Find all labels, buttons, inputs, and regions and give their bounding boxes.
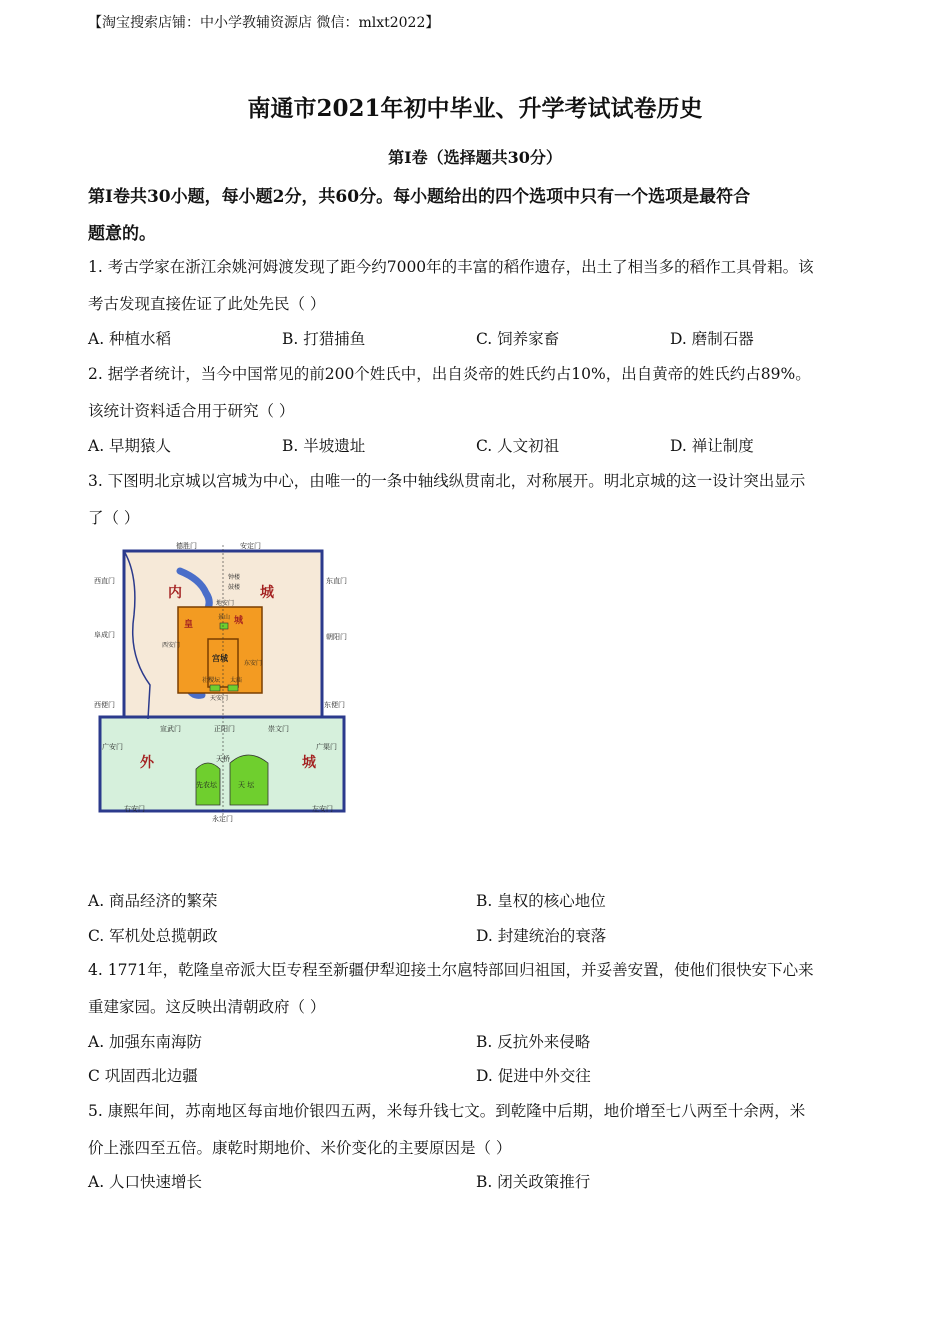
question-2-option-d: D. 禅让制度 [670,437,754,455]
label-tiananmen: 天安门 [210,695,229,702]
beijing-map-figure [88,535,356,823]
gate-yongdingmen: 永定门 [212,815,233,823]
imperial-city-label-1: 皇 [184,620,194,630]
question-1-option-c: C. 饲养家畜 [476,330,560,348]
header-note: 【淘宝搜索店铺：中小学教辅资源店 微信：mlxt2022】 [88,15,440,31]
question-2-stem-line-2: 该统计资料适合用于研究（ ） [88,402,295,420]
question-5-stem-line-2: 价上涨四至五倍。康乾时期地价、米价变化的主要原因是（ ） [88,1139,512,1157]
question-2-option-a: A. 早期猿人 [88,437,172,455]
sheji-block [210,685,220,691]
label-zhonglou: 钟楼 [228,574,241,581]
question-4-option-c: C 巩固西北边疆 [88,1067,198,1085]
label-donganmen: 东安门 [244,660,263,667]
inner-city-label-2: 城 [260,585,274,601]
outer-city-label-2: 城 [302,755,316,771]
gate-xizhimen: 西直门 [94,577,115,585]
gate-guanganmen: 广安门 [102,743,123,751]
question-5-stem-line-1: 5. 康熙年间，苏南地区每亩地价银四五两，米每升钱七文。到乾隆中后期，地价增至七八两至十余两，米 [88,1102,806,1120]
gate-guangqumen: 广渠门 [316,743,337,751]
gate-chongwenmen: 崇文门 [268,725,289,733]
instructions-line-2: 题意的。 [88,224,156,244]
gate-dongbianmen: 东便门 [324,701,345,709]
gate-xuanwumen: 宣武门 [160,725,181,733]
palace-city-label: 宫城 [212,654,228,663]
question-1-option-b: B. 打猎捕鱼 [282,330,366,348]
question-3-option-c: C. 军机处总揽朝政 [88,927,218,945]
gate-deshengmen: 德胜门 [176,542,197,550]
label-taimiao: 太庙 [230,677,243,684]
gate-zhengyangmen: 正阳门 [214,725,235,733]
jingshan-block [220,623,228,629]
section-title: 第Ⅰ卷（选择题共30分） [388,148,562,167]
question-4-stem-line-2: 重建家园。这反映出清朝政府（ ） [88,998,326,1016]
tiantan-temple [230,755,268,805]
gate-andingmen: 安定门 [240,542,261,550]
label-shejitan: 社稷坛 [202,677,221,684]
outer-city-label-1: 外 [140,755,154,771]
question-2-option-b: B. 半坡遗址 [282,437,366,455]
question-4-option-a: A. 加强东南海防 [88,1033,203,1051]
question-1-stem-line-1: 1. 考古学家在浙江余姚河姆渡发现了距今约7000年的丰富的稻作遗存，出土了相当多的稻作工具骨耜。该 [88,258,814,276]
question-2-option-c: C. 人文初祖 [476,437,560,455]
label-dianmen: 地安门 [216,600,235,607]
gate-zuoanmen: 左安门 [312,805,333,813]
question-3-option-a: A. 商品经济的繁荣 [88,892,218,910]
taimiao-block [228,685,238,691]
question-3-option-b: B. 皇权的核心地位 [476,892,606,910]
question-4-option-b: B. 反抗外来侵略 [476,1033,591,1051]
question-3-stem-line-1: 3. 下图明北京城以宫城为中心，由唯一的一条中轴线纵贯南北，对称展开。明北京城的这一设计突出显示 [88,472,806,490]
label-gulou: 鼓楼 [228,584,241,591]
label-tiantan: 天 坛 [238,781,255,789]
gate-youanmen: 右安门 [124,805,145,813]
question-3-option-d: D. 封建统治的衰落 [476,927,607,945]
gate-chaoyangmen: 朝阳门 [326,633,347,641]
label-jingshan: 景山 [218,614,231,621]
question-5-option-a: A. 人口快速增长 [88,1173,203,1191]
inner-city-label-1: 内 [168,585,182,601]
question-3-stem-line-2: 了（ ） [88,509,140,527]
imperial-city-label-2: 城 [234,616,244,626]
question-2-stem-line-1: 2. 据学者统计，当今中国常见的前200个姓氏中，出自炎帝的姓氏约占10%，出自黄帝的姓氏约占89%。 [88,365,811,383]
gate-dongzhimen: 东直门 [326,577,347,585]
exam-title: 南通市2021年初中毕业、升学考试试卷历史 [247,95,703,122]
label-tianqiao: 天桥 [216,755,230,763]
question-1-stem-line-2: 考古发现直接佐证了此处先民（ ） [88,295,326,313]
instructions-line-1: 第Ⅰ卷共30小题，每小题2分，共60分。每小题给出的四个选项中只有一个选项是最符合 [88,187,751,207]
gate-xibianmen: 西便门 [94,701,115,709]
label-xianmen: 西安门 [162,642,181,649]
question-4-option-d: D. 促进中外交往 [476,1067,591,1085]
question-4-stem-line-1: 4. 1771年，乾隆皇帝派大臣专程至新疆伊犁迎接土尔扈特部回归祖国，并妥善安置，使他们很快安下心来 [88,961,814,979]
question-1-option-a: A. 种植水稻 [88,330,172,348]
question-5-option-b: B. 闭关政策推行 [476,1173,591,1191]
label-xiannongtan: 先农坛 [196,781,217,789]
question-1-option-d: D. 磨制石器 [670,330,754,348]
gate-fuchengmen: 阜成门 [94,631,115,639]
